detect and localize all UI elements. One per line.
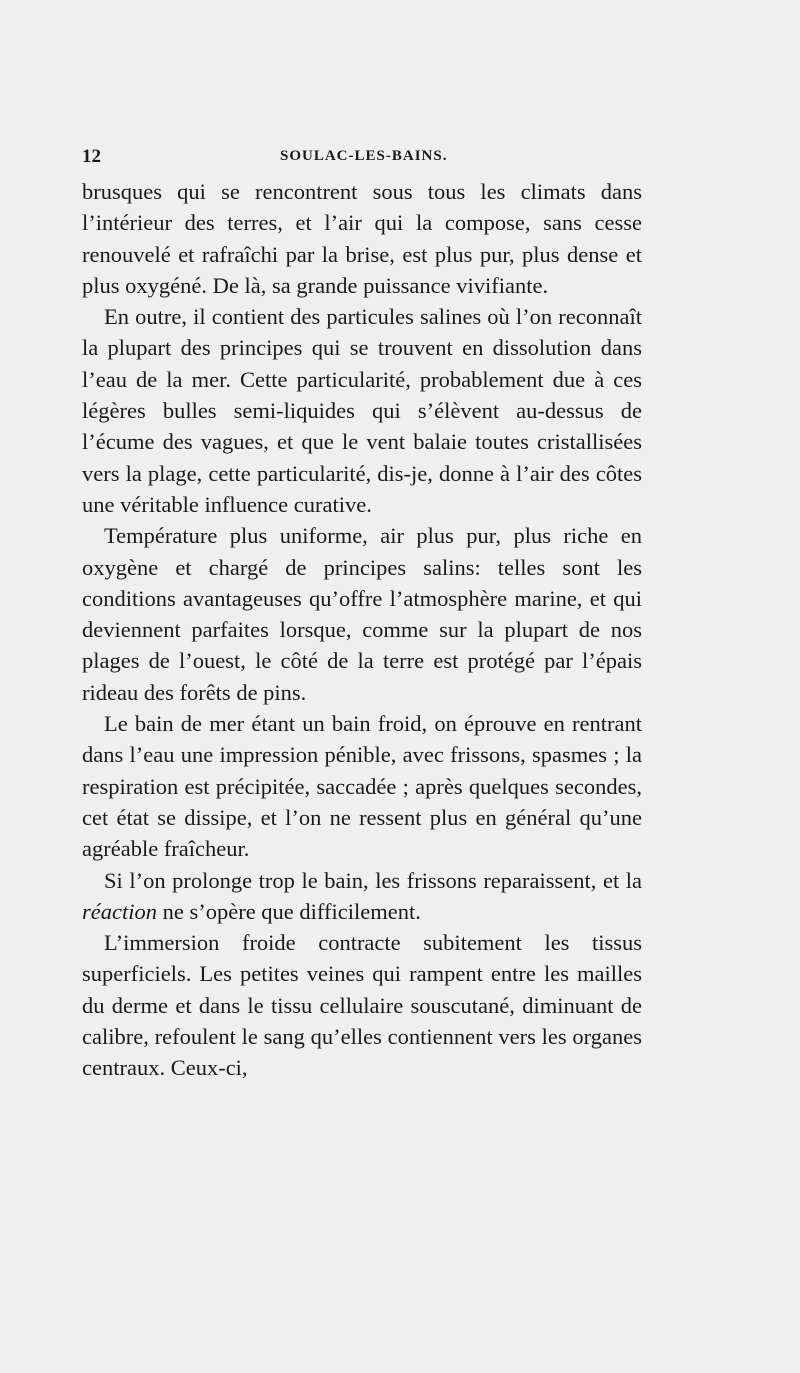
paragraph-5-start: Si l’on prolonge trop le bain, les frissons reparaissent, et la	[104, 867, 642, 893]
paragraph-1: brusques qui se rencontrent sous tous les climats dans l’intérieur des terres, et l’air qui la compose, sans cesse renouvelé et rafraîchi par la brise, est plus pur, plus dense et plus oxygéné. De là, sa grande puissance vivifiante.	[82, 179, 642, 298]
body-text	[82, 176, 642, 1084]
page-number: 12	[82, 146, 101, 167]
running-title: SOULAC-LES-BAINS.	[280, 148, 448, 164]
paragraph-2: En outre, il contient des particules salines où l’on reconnaît la plupart des principes qui se trouvent en dissolution dans l’eau de la mer. Cette particularité, probablement due à ces légères bulles semi-liquides qui s’élèvent au-dessus de l’écume des vagues, et que le vent balaie toutes cristallisées vers la plage, cette particularité, dis-je, donne à l’air des côtes une véritable influence curative.	[82, 304, 642, 517]
paragraph-5-end: ne s’opère que difficilement.	[156, 898, 421, 924]
running-head	[82, 146, 642, 170]
paragraph-4: Le bain de mer étant un bain froid, on éprouve en rentrant dans l’eau une impression pénible, avec frissons, spasmes ; la respiration est précipitée, saccadée ; après quelques secondes, cet état se dissipe, et l’on ne ressent plus en général qu’une agréable fraîcheur.	[82, 711, 642, 862]
paragraph-5	[82, 865, 642, 928]
paragraph-3: Température plus uniforme, air plus pur, plus riche en oxygène et chargé de principes salins: telles sont les conditions avantageuses qu’offre l’atmosphère marine, et qui deviennent parfaites lorsque, comme sur la plupart de nos plages de l’ouest, le côté de la terre est protégé par l’épais rideau des forêts de pins.	[82, 523, 642, 705]
italic-term: réaction	[82, 898, 157, 924]
paragraph-6: L’immersion froide contracte subitement les tissus superficiels. Les petites veines qui rampent entre les mailles du derme et dans le tissu cellulaire souscutané, diminuant de calibre, refoulent le sang qu’elles contiennent vers les organes centraux. Ceux-ci,	[82, 930, 642, 1081]
